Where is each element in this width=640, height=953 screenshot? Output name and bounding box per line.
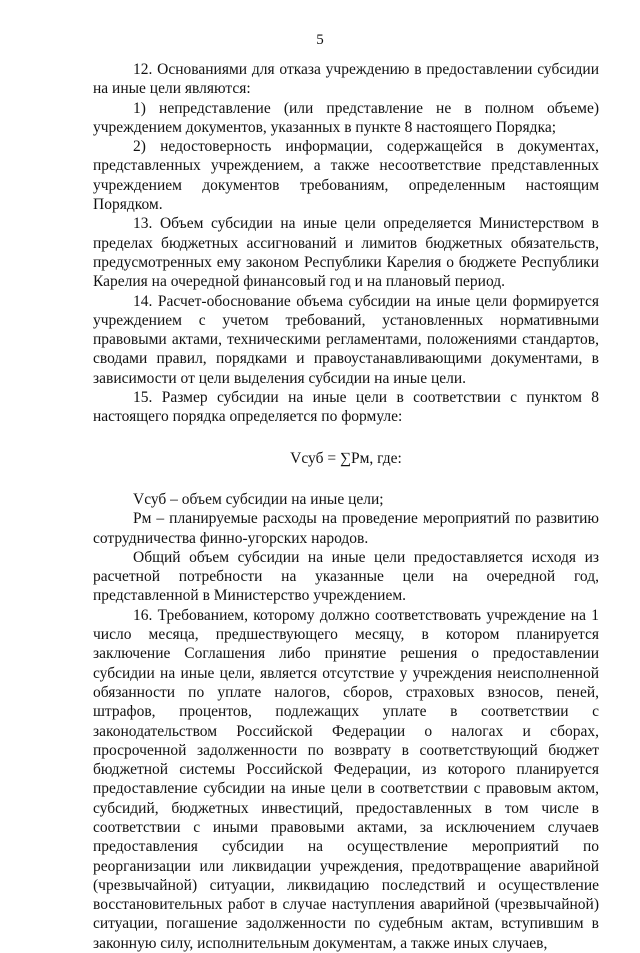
paragraph-12: 12. Основаниями для отказа учреждению в предоставлении субсидии на иные цели являются: bbox=[93, 61, 599, 98]
formula: Vсуб = ∑Pм, где: bbox=[290, 449, 402, 467]
paragraph-total-volume: Общий объем субсидии на иные цели предоставляется исходя из расчетной потребности на указанные цели на очередной год, представленной в Министерство учреждением. bbox=[93, 548, 599, 605]
definition-pm: Pм – планируемые расходы на проведение мероприятий по развитию сотрудничества финно-угорских народов. bbox=[93, 510, 599, 547]
page-number: 5 bbox=[316, 32, 324, 48]
paragraph-12-item-1: 1) непредставление (или представление не в полном объеме) учреждением документов, указанных в пункте 8 настоящего Порядка; bbox=[93, 99, 599, 136]
document-body bbox=[93, 60, 599, 953]
paragraph-13: 13. Объем субсидии на иные цели определяется Министерством в пределах бюджетных ассигнований и лимитов бюджетных обязательств, предусмотренных ему законом Республики Карелия о бюджете Республики Карелия на очередной финансовый год и на плановый период. bbox=[93, 215, 599, 291]
paragraph-15: 15. Размер субсидии на иные цели в соответствии с пунктом 8 настоящего порядка определяется по формуле: bbox=[93, 389, 599, 426]
paragraph-14: 14. Расчет-обоснование объема субсидии на иные цели формируется учреждением с учетом требований, установленных нормативными правовыми актами, техническими регламентами, положениями стандартов, сводами правил, порядками и правоустанавливающими документами, в зависимости от цели выделения субсидии на иные цели. bbox=[93, 292, 599, 387]
paragraph-12-item-2: 2) недостоверность информации, содержащейся в документах, представленных учреждением, а также несоответствие представленных учреждением документов требованиям, определенным настоящим Порядком. bbox=[93, 138, 599, 214]
paragraph-16: 16. Требованием, которому должно соответствовать учреждение на 1 число месяца, предшествующего месяцу, в котором планируется заключение Соглашения либо принятие решения о предоставлении субсидии на иные цели, является отсутствие у учреждения неисполненной обязанности по уплате налогов, сборов, страховых взносов, пеней, штрафов, процентов, подлежащих уплате в соответствии с законодательством Российской Федерации о налогах и сборах, просроченной задолженности по возврату в соответствующий бюджет бюджетной системы Российской Федерации, из которого планируется предоставление субсидии на иные цели в соответствии с правовым актом, субсидий, бюджетных инвестиций, предоставленных в том числе в соответствии с иными правовыми актами, за исключением случаев предоставления субсидии на осуществление мероприятий по реорганизации или ликвидации учреждения, предотвращение аварийной (чрезвычайной) ситуации, ликвидацию последствий и осуществление восстановительных работ в случае наступления аварийной (чрезвычайной) ситуации, погашение задолженности по судебным актам, вступившим в законную силу, исполнительным документам, а также иных случаев, bbox=[93, 606, 599, 952]
definition-vsub: Vсуб – объем субсидии на иные цели; bbox=[133, 490, 384, 508]
